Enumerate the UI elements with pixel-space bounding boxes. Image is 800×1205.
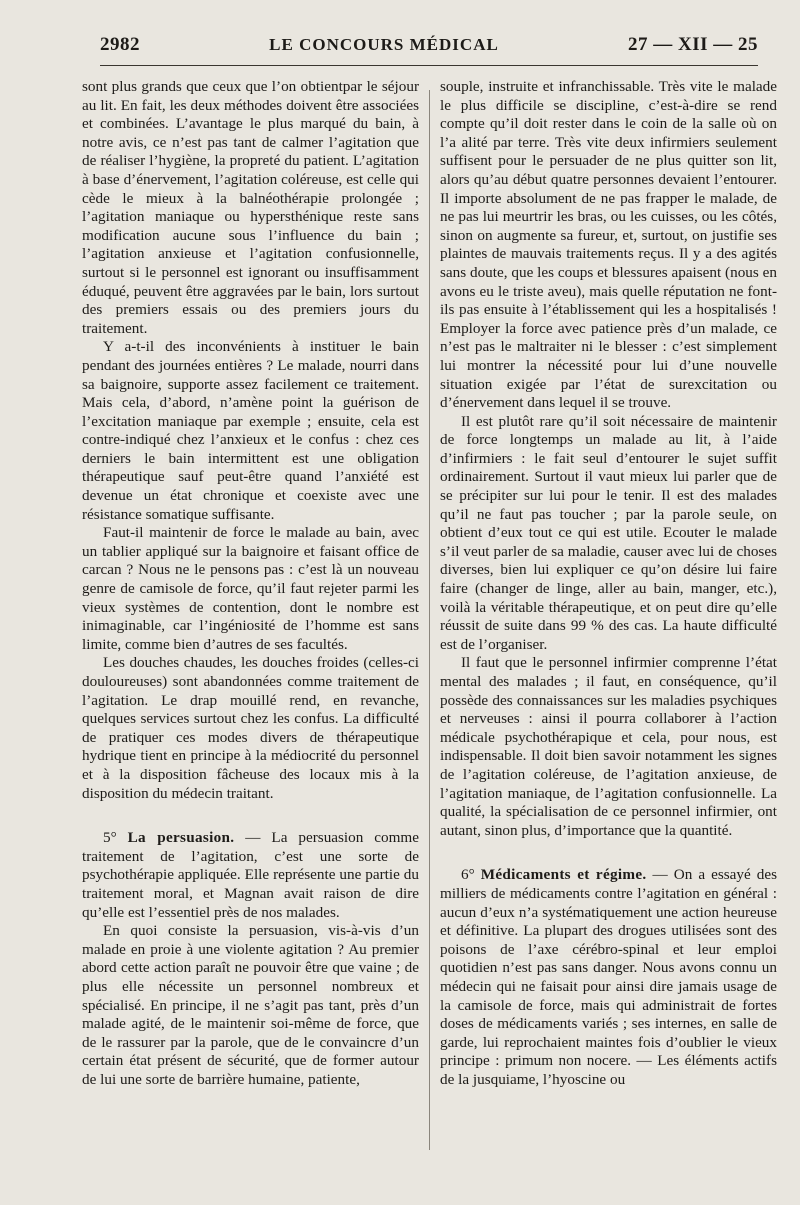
paragraph: Les douches chaudes, les douches froides (celles-ci douloureuses) sont abandonnées comme traitement de l’agitation. Le drap mouillé rend, en revanche, quelques services surtout chez les confus. La difficulté de pratiquer ces modes divers de thérapeutique hydrique tient en principe à la médiocrité du personnel et à la disposition fâcheuse des locaux mis à la disposition du médecin traitant. bbox=[82, 654, 419, 802]
section-number: 5° bbox=[103, 829, 117, 847]
paragraph: souple, instruite et infranchissable. Très vite le malade le plus difficile se discipline, c’est-à-dire se rend compte qu’il doit rester dans le coin de la salle où on l’a alité par terre. Très vite deux infirmiers seulement suffisent pour le persuader de ne plus quitter son lit, alors qu’au début quatre personnes devaient l’entourer. Il importe absolument de ne pas frapper le malade, de ne pas lui meurtrir les bras, ou les cuisses, ou les côtés, sinon on augmente sa fureur, et, surtout, on justifie ses plaintes de mauvais traitements reçus. Il y a des agités sans doute, que les coups et blessures apaisent (nous en avons eu le triste aveu), mais quelle réputation ne font-ils pas ensuite à l’établissement qui les a hospitalisés ! Employer la force avec patience près d’un malade, ce n’est pas le maltraiter ni le blesser : c’est simplement lui montrer la nécessité pour lui d’une nouvelle situation exigée par l’état de surexcitation ou d’énervement dans lequel il se trouve. bbox=[440, 78, 777, 412]
section-6-paragraph bbox=[440, 866, 777, 1089]
column-divider bbox=[429, 90, 430, 1150]
issue-date: 27 — XII — 25 bbox=[627, 34, 758, 55]
page-header bbox=[100, 34, 758, 60]
journal-title: LE CONCOURS MÉDICAL bbox=[269, 35, 499, 54]
section-5-paragraph bbox=[82, 829, 419, 922]
section-heading: Médicaments et régime. bbox=[480, 866, 647, 884]
left-column bbox=[82, 78, 419, 1089]
header-rule bbox=[100, 65, 758, 66]
section-number: 6° bbox=[461, 866, 475, 884]
paragraph: Y a-t-il des inconvénients à instituer le bain pendant des journées entières ? Le malade, nourri dans sa baignoire, supporte assez facilement ce traitement. Mais cela, d’abord, n’amène point la guérison de l’excitation maniaque par exemple ; ensuite, cela est contre-indiqué chez l’anxieux et le confus : chez ces derniers le bain intermittent est une obligation thérapeutique sauf peut-être quand l’anxiété est devenue un état chronique et coexiste avec une résistance somatique suffisante. bbox=[82, 338, 419, 523]
paragraph: sont plus grands que ceux que l’on obtientpar le séjour au lit. En fait, les deux méthodes doivent être associées et combinées. L’avantage le plus marqué du bain, à notre avis, ce n’est pas tant de calmer l’agitation que de réaliser l’hygiène, la propreté du patient. L’agitation à base d’énervement, l’agitation coléreuse, est celle qui cède le mieux à la balnéothérapie prolongée ; l’agitation maniaque ou hypersthénique reste sans modification aucune sous l’influence du bain ; l’agitation anxieuse et l’agitation confusionnelle, surtout si le personnel est ignorant ou insuffisamment éduqué, peuvent être aggravées par le bain, lors surtout des premiers essais ou des premiers jours du traitement. bbox=[82, 78, 419, 337]
section-heading: La persuasion. bbox=[127, 829, 235, 847]
paragraph: Il est plutôt rare qu’il soit nécessaire de maintenir de force longtemps un malade au lit, à l’aide d’infirmiers : le fait seul d’entourer le sujet suffit ordinairement. Surtout il vaut mieux lui parler que de se précipiter sur lui pour le tenir. Il est des malades qu’il ne faut pas toucher ; par la parole seule, on obtient d’eux tout ce qui est utile. Ecouter le malade s’il veut parler de sa maladie, causer avec lui de choses diverses, bien lui expliquer ce qu’on désire lui faire faire (changer de linge, aller au bain, manger, etc.), voilà la véritable thérapeutique, et on peut dire qu’elle réussit de suite dans 99 % des cas. La haute difficulté est de l’organiser. bbox=[440, 412, 777, 653]
page-number: 2982 bbox=[100, 34, 140, 55]
right-column bbox=[440, 78, 777, 1089]
section-text: — La persuasion comme traitement de l’agitation, c’est une sorte de psychothérapie appliquée. Elle représente une partie du traitement moral, et Magnan avait raison de dire qu’elle est l’essentiel près de nos malades. bbox=[82, 829, 419, 921]
paragraph: Il faut que le personnel infirmier comprenne l’état mental des malades ; il faut, en conséquence, qu’il possède des connaissances sur les maladies psychiques et nerveuses : ainsi il pourra collaborer à l’action médicale psychothérapique et cela, pour nous, est indispensable. Il doit bien savoir notamment les signes de l’agitation coléreuse, de l’agitation anxieuse, de l’agitation maniaque, de l’agitation confusionnelle. La qualité, la spécialisation de ce personnel infirmier, ont autant, sinon plus, d’importance que la quantité. bbox=[440, 654, 777, 839]
section-text: — On a essayé des milliers de médicaments contre l’agitation en général : aucun d’eux n’a systématiquement une action heureuse et définitive. La plupart des drogues utilisées sont des poisons de l’axe cérébro-spinal et leur emploi quotidien n’est pas sans danger. Nous avons connu un médecin qui ne faisait pour ainsi dire jamais usage de la camisole de force, mais qui administrait de fortes doses de médicaments variés ; ses internes, en salle de garde, lui reprochaient maintes fois d’oublier le vieux principe : primum non nocere. — Les éléments actifs de la jusquiame, l’hyoscine ou bbox=[440, 866, 777, 1088]
paragraph: Faut-il maintenir de force le malade au bain, avec un tablier appliqué sur la baignoire et faisant office de carcan ? Nous ne le pensons pas : c’est là un nouveau genre de camisole de force, qu’il faut rejeter parmi les vieux systèmes de contention, dont le nombre est inimaginable, car l’ingéniosité de l’homme est sans limite, comme bien d’autres de ses facultés. bbox=[82, 524, 419, 653]
paragraph: En quoi consiste la persuasion, vis-à-vis d’un malade en proie à une violente agitation ? Au premier abord cette action paraît ne pouvoir être que vaine ; de plus elle nécessite un personnel nombreux et spécialisé. En principe, il ne s’agit pas tant, près d’un malade agité, de le maintenir soi-même de force, que de le rassurer par la parole, que de le convaincre d’un certain état présent de sécurité, que de former autour de lui une sorte de barrière humaine, patiente, bbox=[82, 922, 419, 1088]
